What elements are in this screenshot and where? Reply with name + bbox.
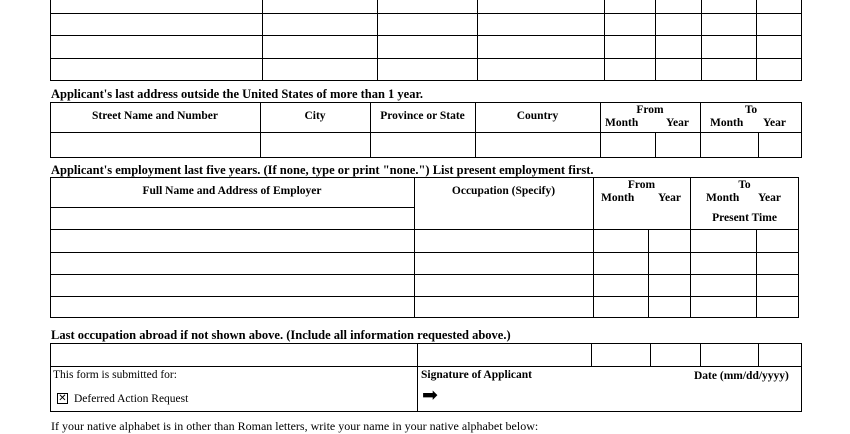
emp-to-year-header: Year xyxy=(758,192,781,204)
province-header: Province or State xyxy=(380,110,465,122)
outside-country-field[interactable] xyxy=(476,133,600,157)
employment-col-line xyxy=(593,177,594,318)
signature-field[interactable] xyxy=(445,383,685,411)
country-header: Country xyxy=(516,110,559,122)
employer-field[interactable] xyxy=(51,208,414,229)
outside-from-month-field[interactable] xyxy=(601,133,655,157)
employment-heading: Applicant's employment last five years. (If none, type or print "none.") List present employment first. xyxy=(51,163,594,177)
prev-col-line xyxy=(655,0,656,81)
outside-street-field[interactable] xyxy=(51,133,260,157)
occupation-header: Occupation (Specify) xyxy=(451,185,556,197)
street-header: Street Name and Number xyxy=(92,110,218,122)
employment-col-line xyxy=(756,229,757,318)
date-field[interactable] xyxy=(694,385,800,411)
occupation-field[interactable] xyxy=(415,208,593,229)
outside-to-month-field[interactable] xyxy=(701,133,758,157)
abroad-to-year-field[interactable] xyxy=(759,344,801,366)
prev-col-line xyxy=(477,0,478,81)
date-label: Date (mm/dd/yyyy) xyxy=(694,370,789,382)
outside-city-field[interactable] xyxy=(261,133,370,157)
occupation-field[interactable] xyxy=(415,253,593,274)
outside-address-heading: Applicant's last address outside the United States of more than 1 year. xyxy=(51,87,424,101)
employer-header: Full Name and Address of Employer xyxy=(142,185,322,197)
prev-col-line xyxy=(756,0,757,81)
submission-divider xyxy=(417,366,418,412)
from-year-header: Year xyxy=(666,117,689,129)
prev-row-line xyxy=(50,58,802,59)
present-time-label: Present Time xyxy=(712,212,777,224)
employment-col-line xyxy=(690,177,691,318)
signature-label: Signature of Applicant xyxy=(421,369,532,381)
outside-to-year-field[interactable] xyxy=(759,133,801,157)
outside-province-field[interactable] xyxy=(371,133,475,157)
prev-col-line xyxy=(604,0,605,81)
outside-from-year-field[interactable] xyxy=(656,133,700,157)
abroad-to-month-field[interactable] xyxy=(701,344,758,366)
submitted-for-label: This form is submitted for: xyxy=(53,369,177,381)
abroad-from-year-field[interactable] xyxy=(651,344,700,366)
abroad-employer-field[interactable] xyxy=(51,344,417,366)
prev-row-line xyxy=(50,35,802,36)
from-header: From xyxy=(636,104,664,116)
deferred-action-checkbox[interactable]: ✕ xyxy=(58,393,67,404)
occupation-field[interactable] xyxy=(415,230,593,252)
from-month-header: Month xyxy=(605,117,639,129)
arrow-right-icon: ➡ xyxy=(422,384,438,406)
last-abroad-heading: Last occupation abroad if not shown above. (Include all information requested above.) xyxy=(51,328,511,342)
employer-field[interactable] xyxy=(51,275,414,296)
abroad-occupation-field[interactable] xyxy=(418,344,591,366)
prev-col-line xyxy=(701,0,702,81)
occupation-field[interactable] xyxy=(415,275,593,296)
emp-to-header: To xyxy=(738,179,751,191)
to-header: To xyxy=(744,104,758,116)
employer-field[interactable] xyxy=(51,297,414,317)
emp-from-month-header: Month xyxy=(601,192,635,204)
prev-col-line xyxy=(262,0,263,81)
employment-col-line xyxy=(648,229,649,318)
city-header: City xyxy=(304,110,326,122)
employer-field[interactable] xyxy=(51,230,414,252)
native-alphabet-instruction: If your native alphabet is in other than Roman letters, write your name in your native alphabet below: xyxy=(51,419,539,433)
prev-row-line xyxy=(50,13,802,14)
deferred-action-label: Deferred Action Request xyxy=(74,393,189,405)
emp-from-year-header: Year xyxy=(658,192,681,204)
occupation-field[interactable] xyxy=(415,297,593,317)
to-year-header: Year xyxy=(763,117,786,129)
abroad-from-month-field[interactable] xyxy=(592,344,650,366)
prev-col-line xyxy=(377,0,378,81)
emp-to-month-header: Month xyxy=(706,192,740,204)
emp-from-header: From xyxy=(627,179,656,191)
employer-field[interactable] xyxy=(51,253,414,274)
to-month-header: Month xyxy=(710,117,744,129)
